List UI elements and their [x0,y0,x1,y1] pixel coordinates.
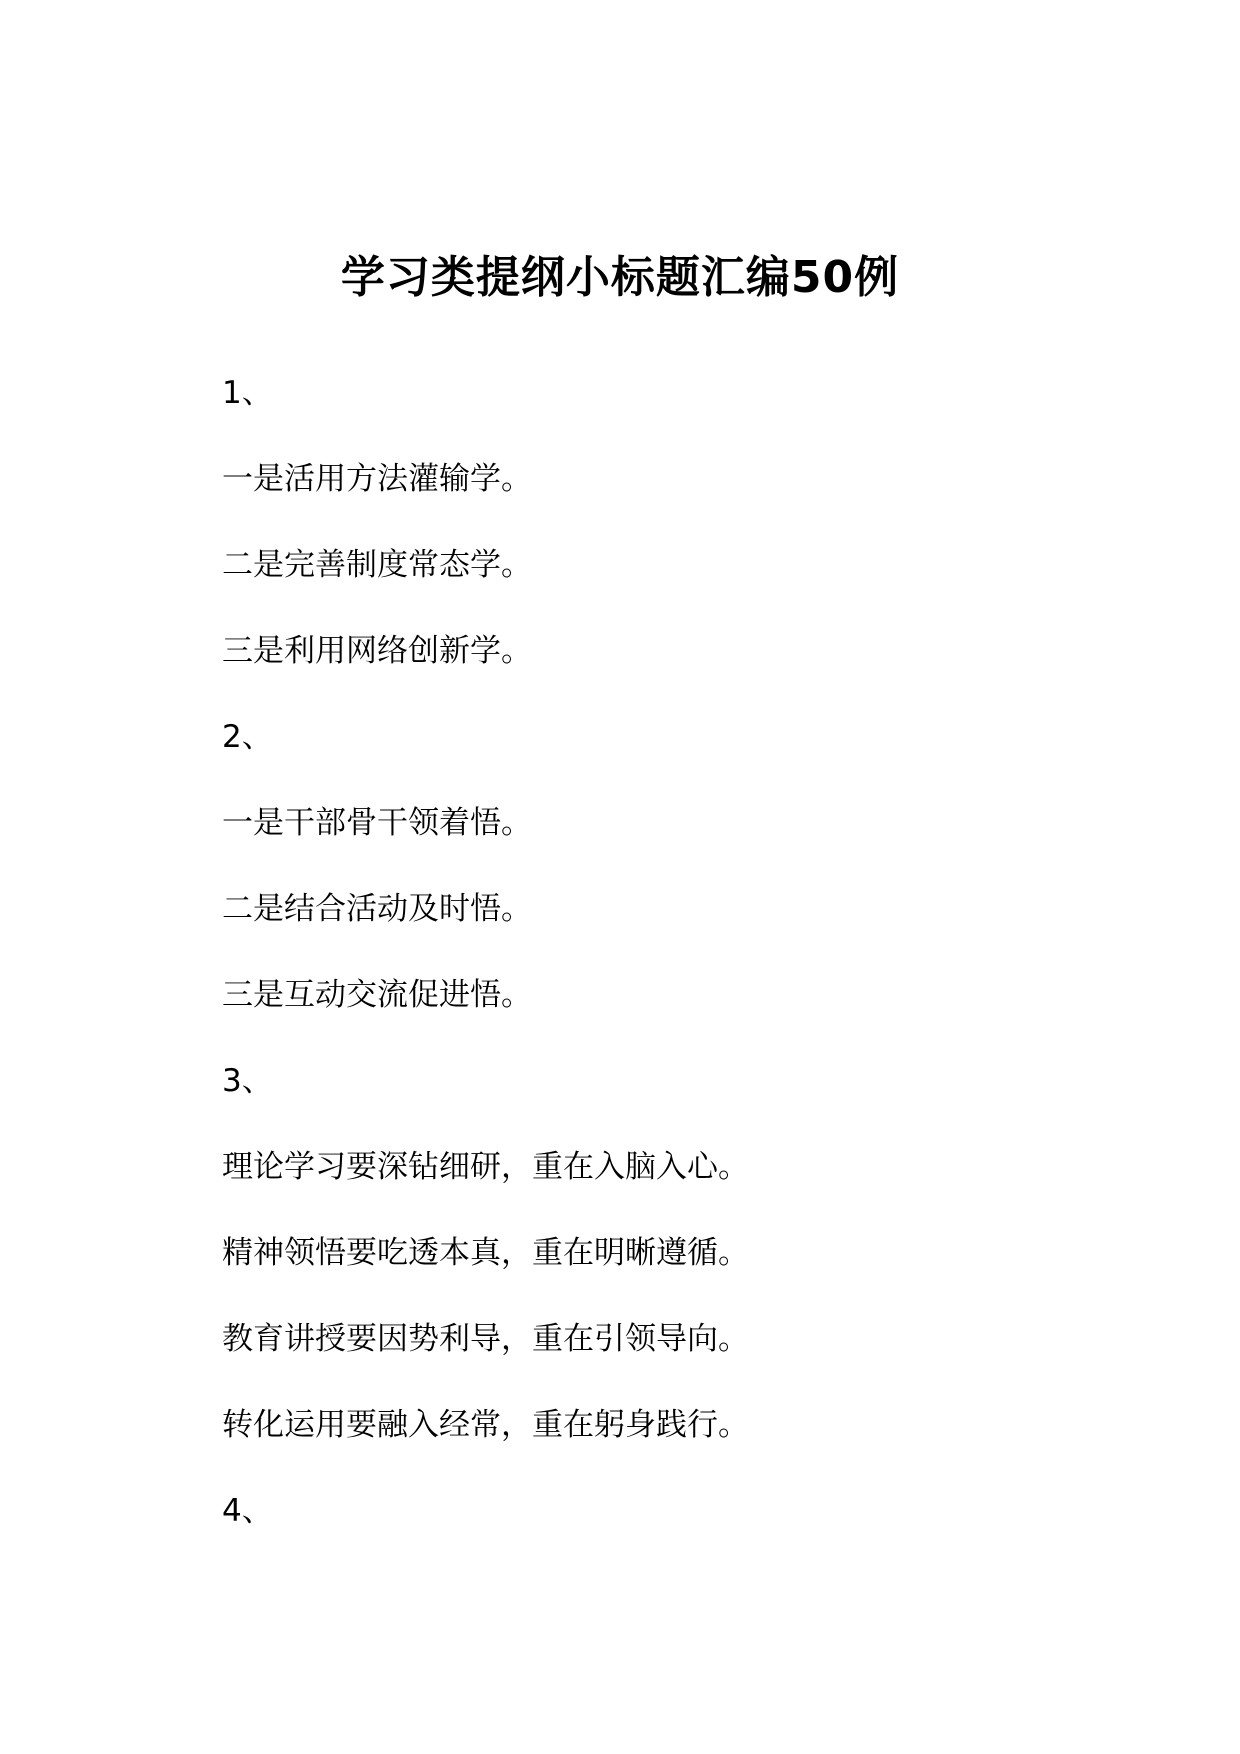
paragraph-line: 精神领悟要吃透本真，重在明晰遵循。 [222,1235,749,1271]
paragraph-line: 二是结合活动及时悟。 [222,891,532,927]
section-number-2: 2、 [222,719,273,755]
document-title: 学习类提纲小标题汇编50例 [340,252,900,303]
section-number-4: 4、 [222,1493,273,1529]
document-body [222,350,1122,1554]
section-number-1: 1、 [222,375,273,411]
paragraph-line: 一是活用方法灌输学。 [222,461,532,497]
paragraph-line: 三是利用网络创新学。 [222,633,532,669]
paragraph-line: 转化运用要融入经常，重在躬身践行。 [222,1407,749,1443]
paragraph-line: 三是互动交流促进悟。 [222,977,532,1013]
paragraph-line: 教育讲授要因势利导，重在引领导向。 [222,1321,749,1357]
paragraph-line: 二是完善制度常态学。 [222,547,532,583]
section-number-3: 3、 [222,1063,273,1099]
paragraph-line: 理论学习要深钻细研，重在入脑入心。 [222,1149,749,1185]
paragraph-line: 一是干部骨干领着悟。 [222,805,532,841]
